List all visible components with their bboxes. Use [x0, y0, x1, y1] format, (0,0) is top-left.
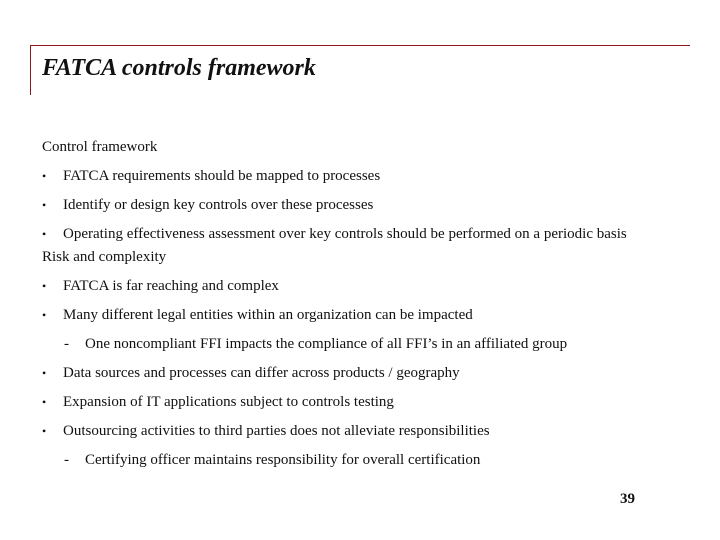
bullet-marker: • [42, 198, 47, 212]
sub-list-item [42, 335, 682, 354]
section-heading-risk-and-complexity: Risk and complexity [42, 249, 167, 265]
bullet-text: Operating effectiveness assessment over key controls should be performed on a periodic basis [63, 226, 627, 242]
title-rule-horizontal [30, 45, 690, 46]
sub-list-item [42, 451, 682, 470]
bullet-marker: • [42, 424, 47, 438]
bullet-text: FATCA requirements should be mapped to processes [63, 168, 381, 184]
bullet-text: Outsourcing activities to third parties does not alleviate responsibilities [63, 423, 490, 439]
title-rule-vertical [30, 45, 31, 95]
bullet-marker: • [42, 366, 47, 380]
control-framework-list [42, 167, 682, 244]
bullet-marker: • [42, 169, 47, 183]
list-item [42, 225, 682, 244]
bullet-text: Data sources and processes can differ across products / geography [63, 365, 460, 381]
bullet-marker: • [42, 308, 47, 322]
bullet-text: Identify or design key controls over these processes [63, 197, 374, 213]
slide-body [42, 138, 682, 470]
bullet-text: Many different legal entities within an organization can be impacted [63, 307, 473, 323]
risk-complexity-list [42, 277, 682, 325]
dash-marker: - [64, 336, 69, 352]
list-item [42, 277, 682, 296]
risk-sub-list [42, 335, 682, 354]
risk-complexity-list-continued [42, 364, 682, 441]
sub-bullet-text: Certifying officer maintains responsibility for overall certification [85, 452, 481, 468]
page-number: 39 [620, 491, 635, 507]
bullet-marker: • [42, 227, 47, 241]
section-heading-control-framework: Control framework [42, 139, 158, 155]
slide-title: FATCA controls framework [42, 55, 316, 81]
bullet-marker: • [42, 395, 47, 409]
bullet-text: Expansion of IT applications subject to controls testing [63, 394, 394, 410]
list-item [42, 167, 682, 186]
dash-marker: - [64, 452, 69, 468]
bullet-text: FATCA is far reaching and complex [63, 278, 279, 294]
bullet-marker: • [42, 279, 47, 293]
list-item [42, 196, 682, 215]
sub-bullet-text: One noncompliant FFI impacts the compliance of all FFI’s in an affiliated group [85, 336, 568, 352]
list-item [42, 393, 682, 412]
list-item [42, 364, 682, 383]
risk-sub-list-2 [42, 451, 682, 470]
list-item [42, 306, 682, 325]
list-item [42, 422, 682, 441]
